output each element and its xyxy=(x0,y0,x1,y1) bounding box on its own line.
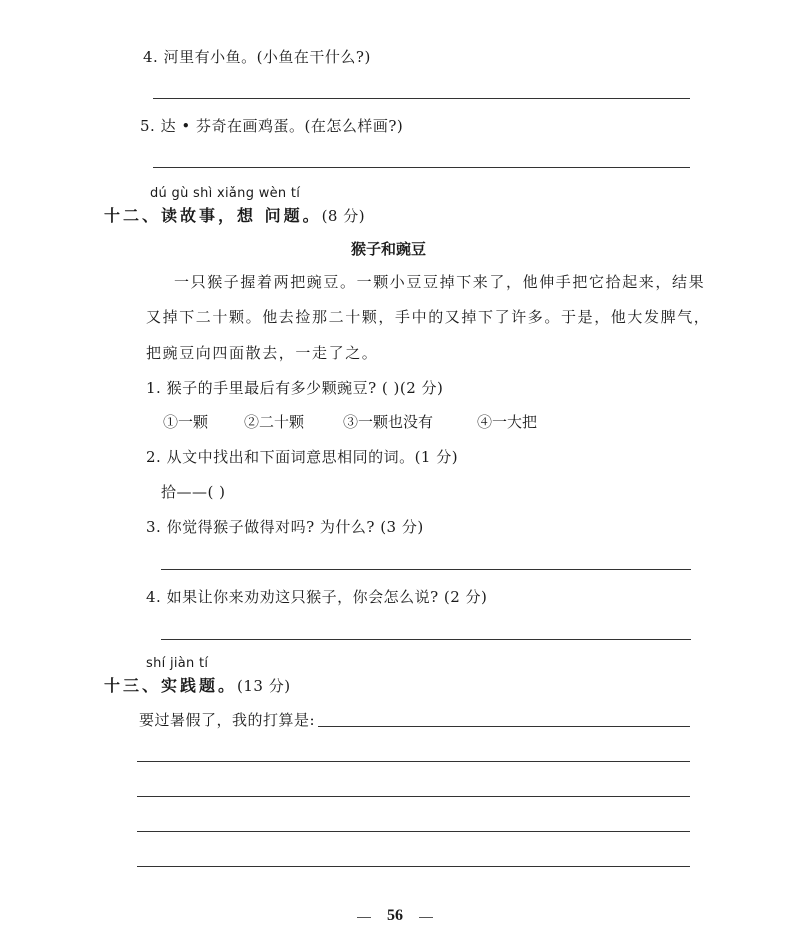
story-line: 把豌豆向四面散去，一走了之。 xyxy=(146,344,379,362)
question-4-persuade: 4. 如果让你来劝劝这只猴子，你会怎么说? (2 分) xyxy=(146,588,488,606)
section-13-title: 十三、实践题。 xyxy=(104,676,238,695)
answer-line xyxy=(153,98,690,99)
section-13-pinyin: shí jiàn tí xyxy=(146,656,209,671)
section-12-title: 十二、读故事，想 问题。 xyxy=(104,206,322,225)
question-3-opinion: 3. 你觉得猴子做得对吗? 为什么? (3 分) xyxy=(146,518,424,536)
question-4-fish: 4. 河里有小鱼。(小鱼在干什么?) xyxy=(143,48,371,66)
option-3: ③一颗也没有 xyxy=(343,413,434,431)
page-number: 56 xyxy=(387,907,403,924)
question-2-synonym: 2. 从文中找出和下面词意思相同的词。(1 分) xyxy=(146,448,459,466)
story-title: 猴子和豌豆 xyxy=(351,240,427,258)
section-12-points: (8 分) xyxy=(321,207,366,225)
footer-dash-right xyxy=(419,917,433,918)
answer-line xyxy=(137,796,690,797)
option-1: ①一颗 xyxy=(163,413,209,431)
section-12-pinyin: dú gù shì xiǎng wèn tí xyxy=(150,186,301,201)
answer-line xyxy=(137,831,690,832)
question-1-peas: 1. 猴子的手里最后有多少颗豌豆? ( )(2 分) xyxy=(146,379,444,397)
story-line: 又掉下二十颗。他去捡那二十颗，手中的又掉下了许多。于是，他大发脾气， xyxy=(146,308,711,326)
question-2-blank: 拾——( ) xyxy=(161,483,226,501)
option-4: ④一大把 xyxy=(477,413,538,431)
answer-line xyxy=(153,167,690,168)
section-12-heading xyxy=(104,203,365,226)
section-13-heading xyxy=(104,673,291,696)
answer-line xyxy=(161,639,691,640)
section-13-points: (13 分) xyxy=(237,677,291,695)
footer-dash-left xyxy=(357,917,371,918)
answer-line xyxy=(137,761,690,762)
question-5-davinci: 5. 达 • 芬奇在画鸡蛋。(在怎么样画?) xyxy=(140,117,404,135)
answer-line xyxy=(137,866,690,867)
summer-plan-prompt: 要过暑假了，我的打算是: xyxy=(139,711,316,729)
answer-line xyxy=(161,569,691,570)
option-2: ②二十颗 xyxy=(244,413,305,431)
story-line: 一只猴子握着两把豌豆。一颗小豆豆掉下来了，他伸手把它拾起来，结果 xyxy=(174,273,706,291)
answer-line xyxy=(318,726,690,727)
